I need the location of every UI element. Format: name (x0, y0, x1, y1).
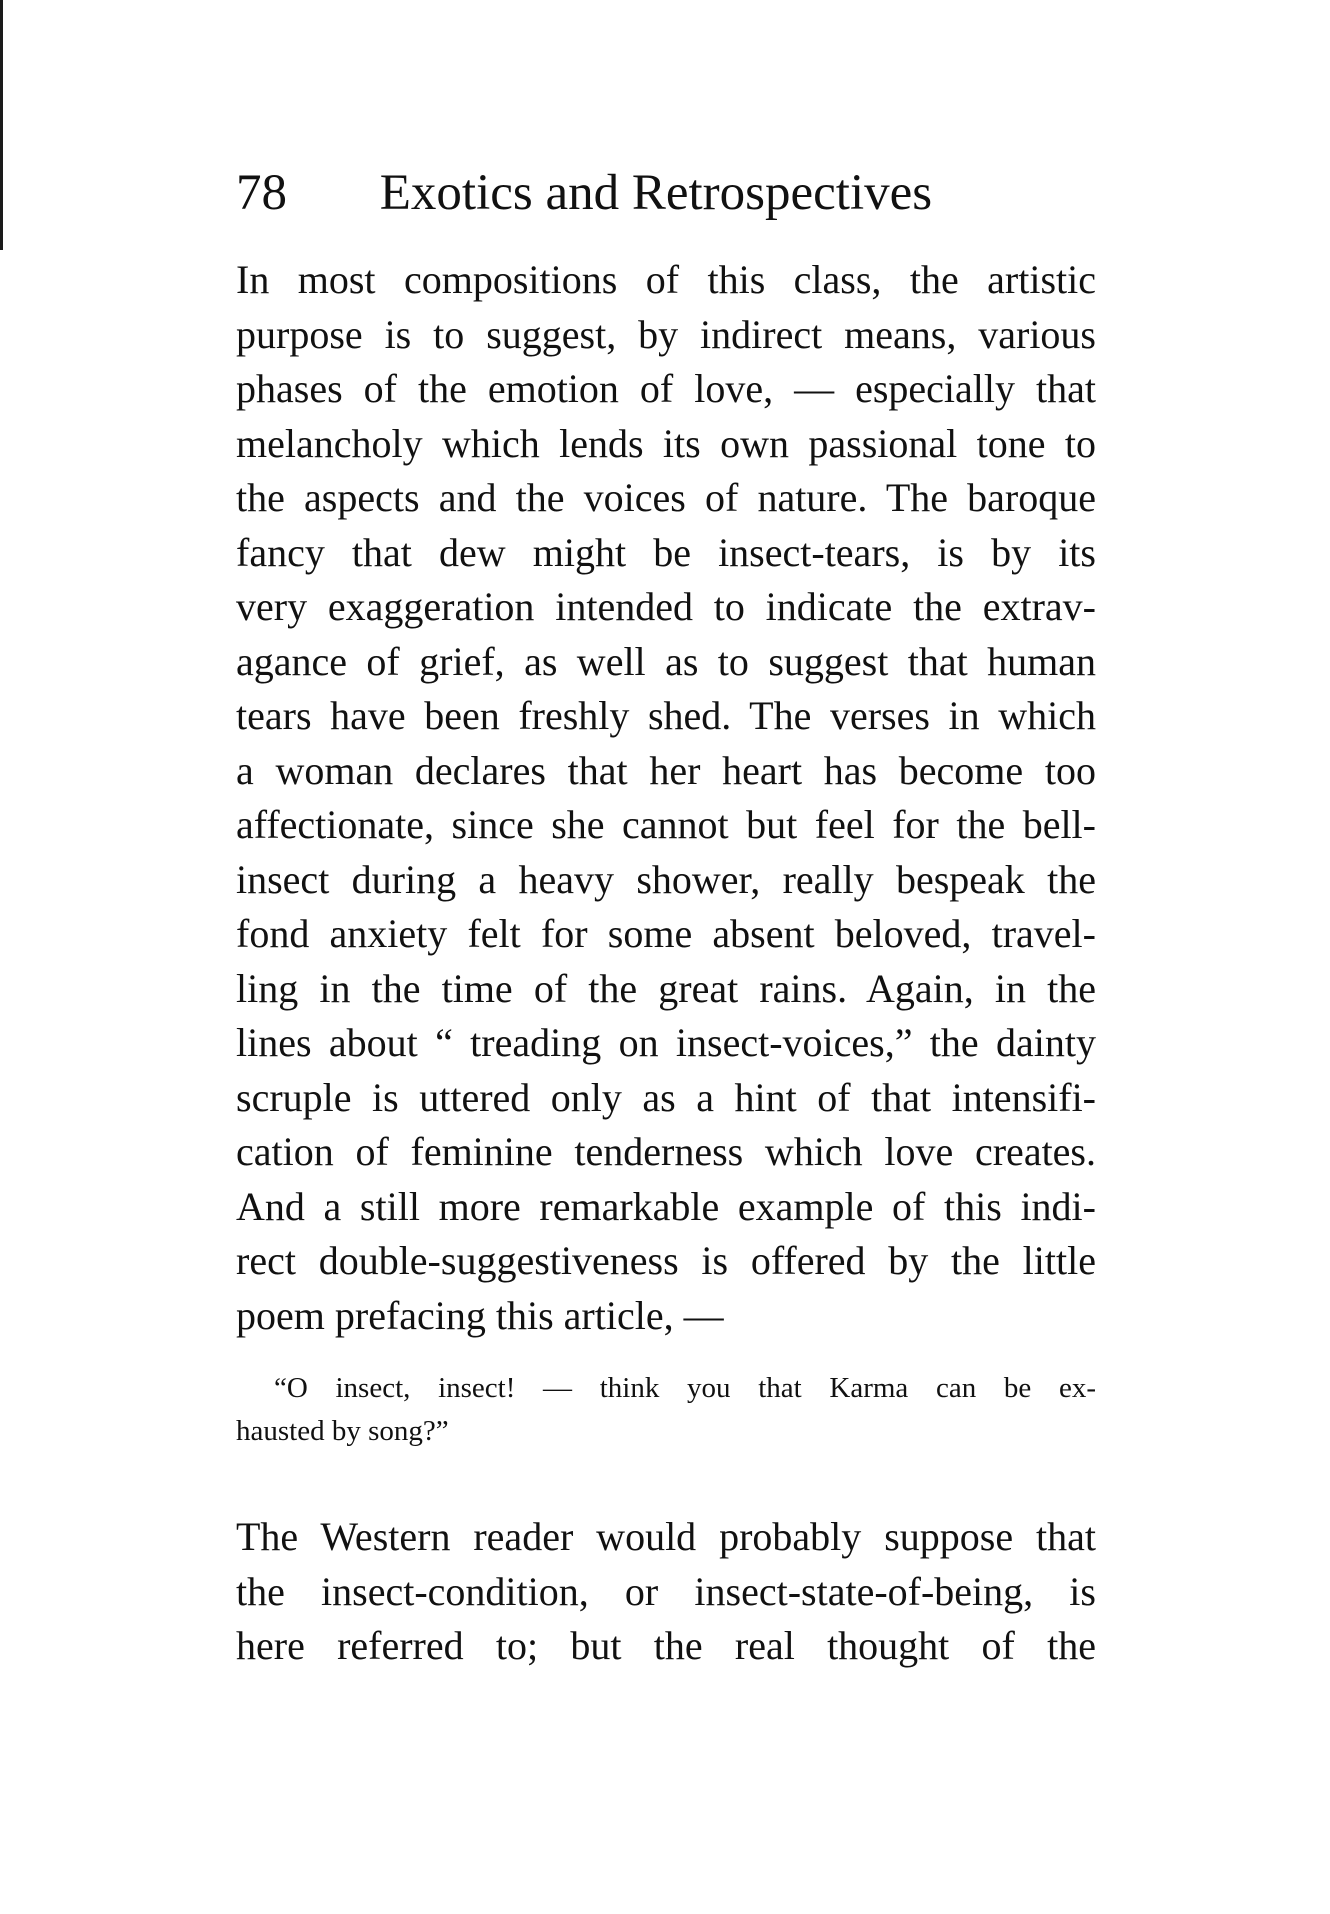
text-line: agance of grief, as well as to suggest that human (236, 638, 1096, 684)
text-line: very exaggeration intended to indicate the extrav- (236, 584, 1096, 629)
paragraph-2 (236, 1510, 1096, 1674)
text-line: And a still more remarkable example of this indi- (236, 1183, 1096, 1229)
quote-line: “O insect, insect! — think you that Karma can be ex- (274, 1372, 1096, 1404)
text-line: a woman declares that her heart has become too (236, 747, 1096, 793)
text-line: fancy that dew might be insect-tears, is by its (236, 529, 1096, 575)
text-line: melancholy which lends its own passional tone to (236, 420, 1096, 466)
text-line: tears have been freshly shed. The verses in which (236, 693, 1096, 738)
quote-line: hausted by song?” (236, 1415, 449, 1447)
page-number: 78 (236, 165, 287, 221)
text-line: lines about “ treading on insect-voices,” the dainty (236, 1020, 1096, 1065)
text-line: rect double-suggestiveness is offered by the little (236, 1238, 1096, 1283)
text-line: the aspects and the voices of nature. The baroque (236, 475, 1096, 520)
paragraph-1 (236, 253, 1096, 1343)
running-title: Exotics and Retrospectives (379, 165, 933, 221)
text-line: cation of feminine tenderness which love creates. (236, 1129, 1096, 1174)
text-line: insect during a heavy shower, really bespeak the (236, 856, 1096, 902)
page-header (236, 158, 1096, 228)
text-line: ling in the time of the great rains. Again, in the (236, 965, 1096, 1011)
text-line: purpose is to suggest, by indirect means, various (236, 311, 1096, 357)
text-line: The Western reader would probably suppose that (236, 1514, 1096, 1559)
block-quote (236, 1367, 1096, 1453)
text-line: scruple is uttered only as a hint of that intensifi- (236, 1074, 1096, 1120)
text-line: here referred to; but the real thought of the (236, 1623, 1096, 1668)
text-line: In most compositions of this class, the artistic (236, 257, 1096, 302)
text-line: phases of the emotion of love, — especially that (236, 366, 1096, 411)
text-line: fond anxiety felt for some absent beloved, travel- (236, 911, 1096, 956)
text-line: the insect-condition, or insect-state-of-being, is (236, 1568, 1096, 1614)
text-line: poem prefacing this article, — (236, 1292, 724, 1338)
text-line: affectionate, since she cannot but feel for the bell- (236, 802, 1096, 847)
